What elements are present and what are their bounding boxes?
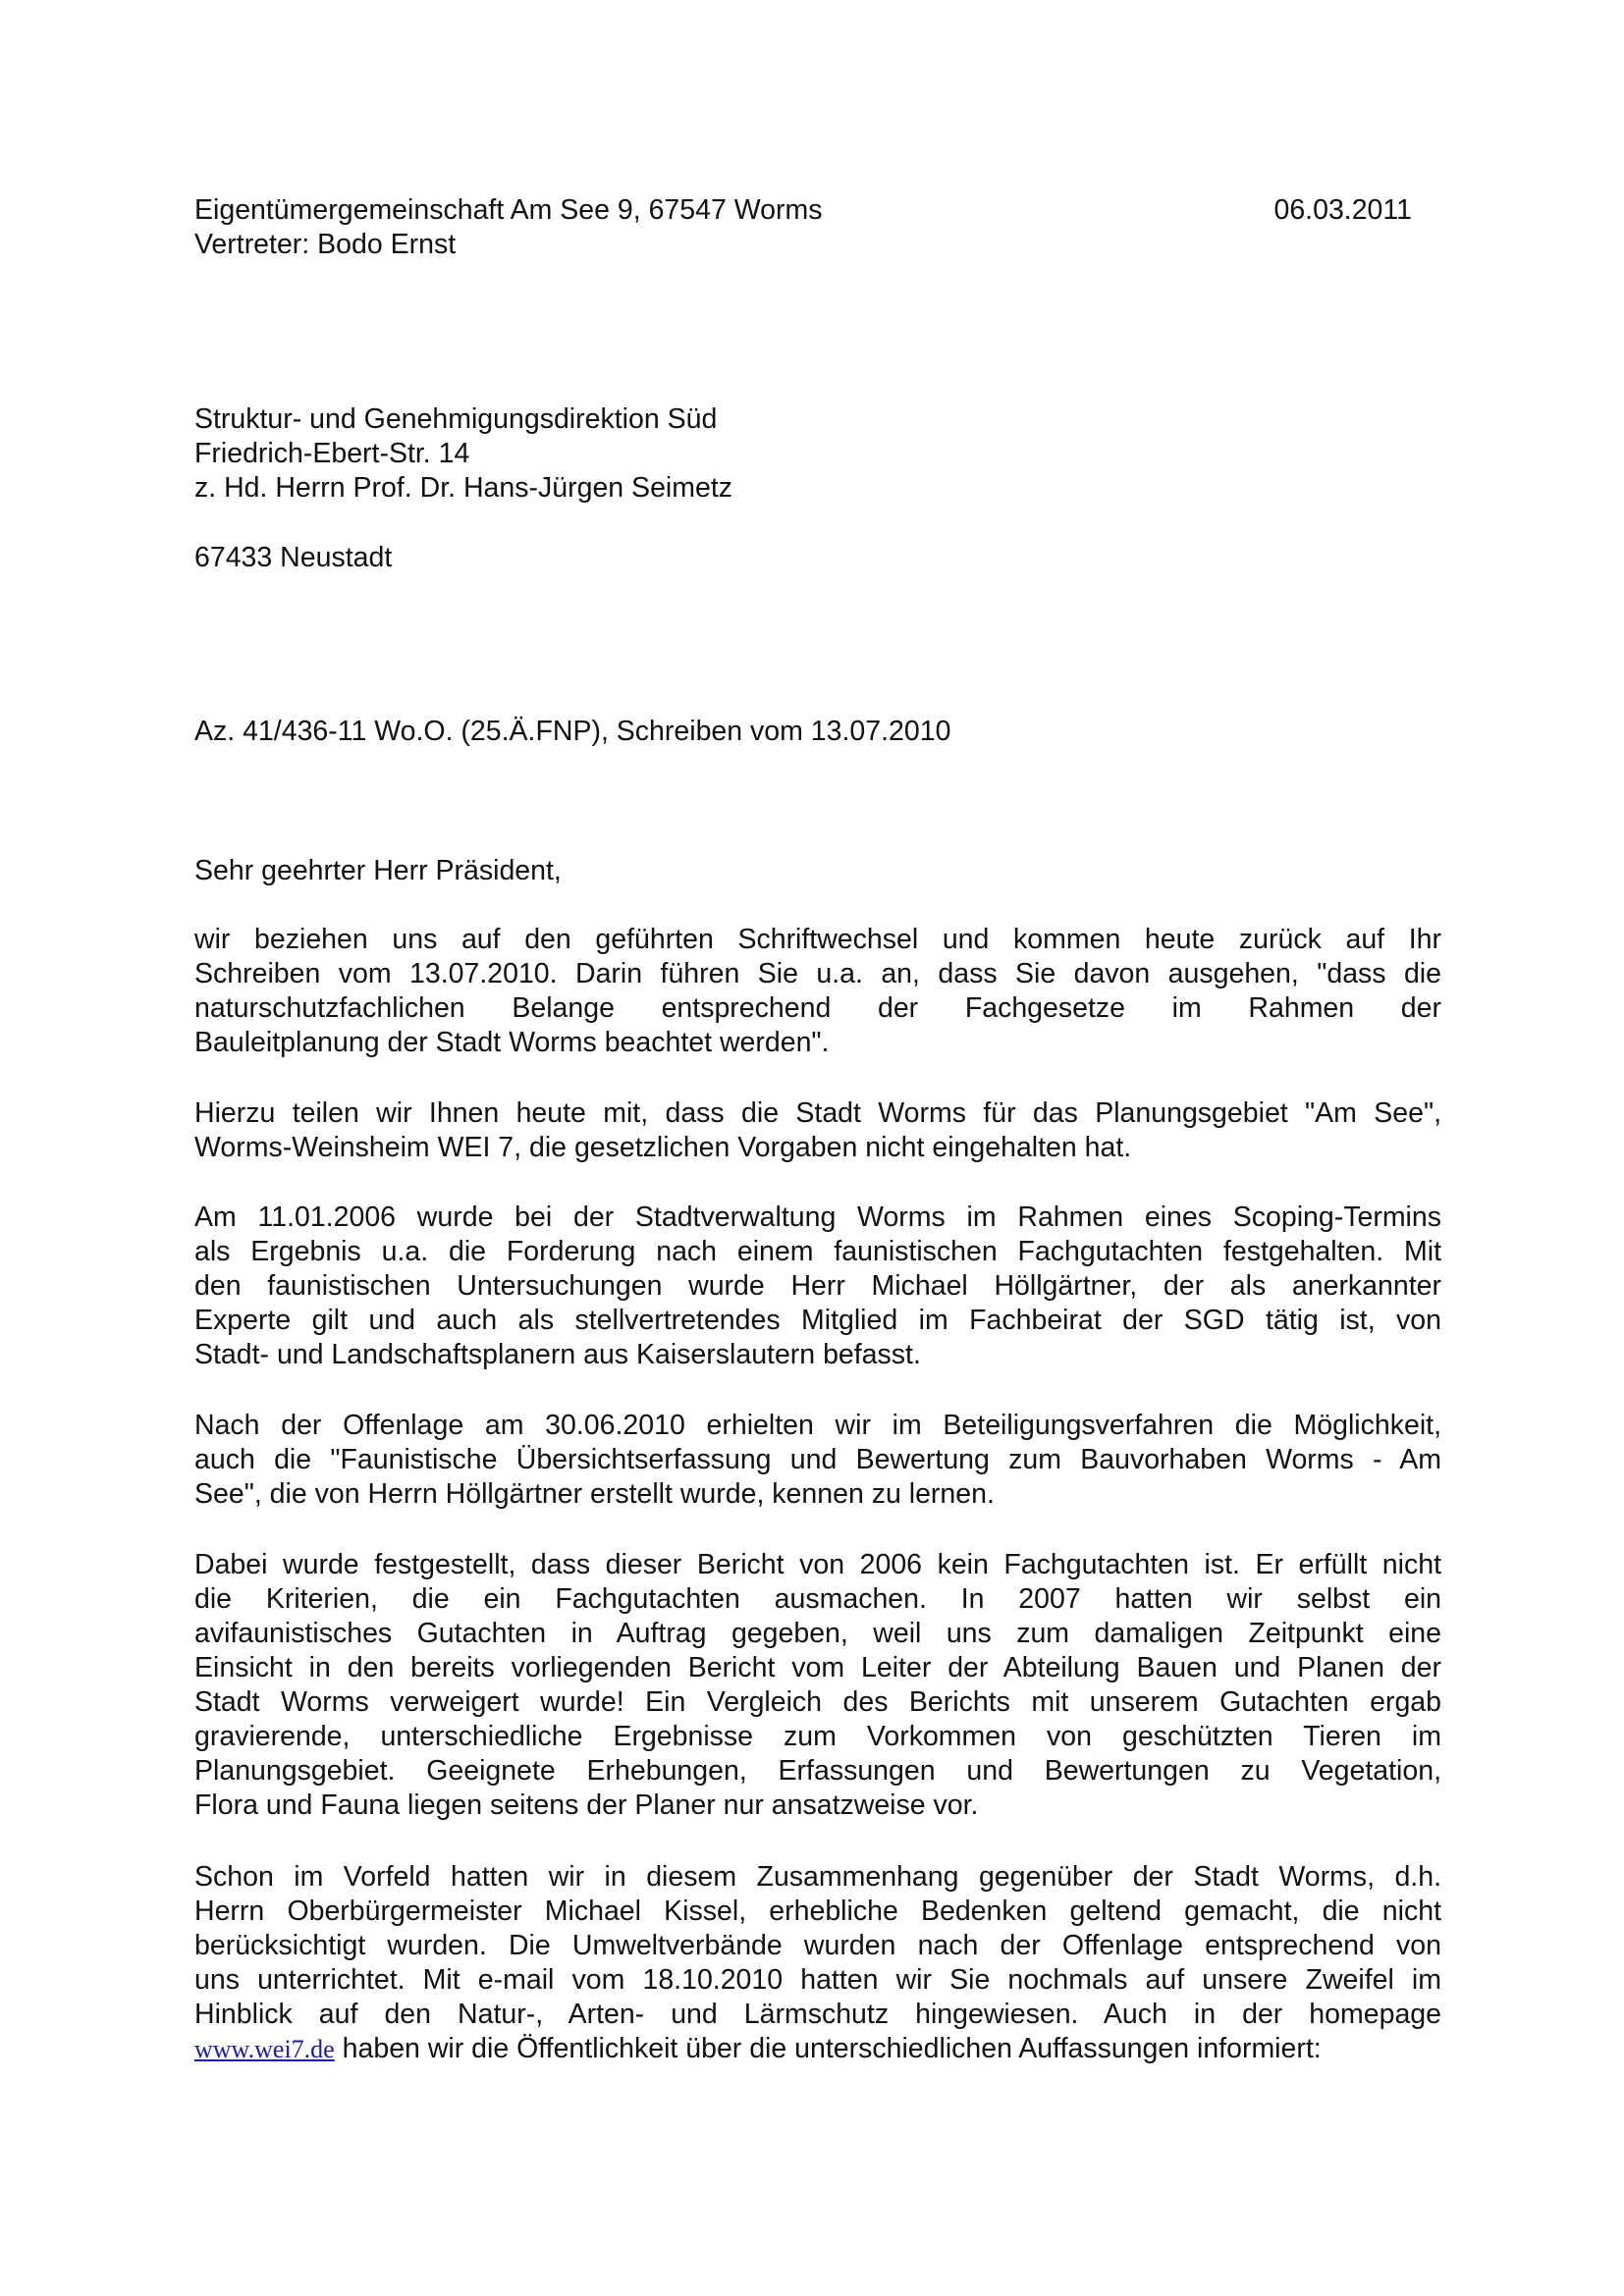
paragraph-line: uns unterrichtet. Mit e-mail vom 18.10.2010 hatten wir Sie nochmals auf unsere Zweifel im — [194, 1964, 1441, 1996]
paragraph-line-with-link — [194, 2032, 1441, 2066]
paragraph-1 — [194, 923, 1441, 1060]
paragraph-line: Herrn Oberbürgermeister Michael Kissel, erhebliche Bedenken geltend gemacht, die nicht — [194, 1896, 1441, 1927]
letter-date: 06.03.2011 — [1273, 194, 1412, 226]
paragraph-line: Stadt- und Landschaftsplanern aus Kaiserslautern befasst. — [194, 1339, 921, 1370]
homepage-link[interactable]: www.wei7.de — [194, 2035, 335, 2063]
paragraph-line: Stadt Worms verweigert wurde! Ein Vergleich des Berichts mit unserem Gutachten ergab — [194, 1686, 1441, 1718]
paragraph-6 — [194, 1860, 1441, 2066]
paragraph-4 — [194, 1409, 1441, 1512]
recipient-line-1: Struktur- und Genehmigungsdirektion Süd — [194, 403, 718, 435]
paragraph-3 — [194, 1201, 1441, 1372]
paragraph-line: Dabei wurde festgestellt, dass dieser Bericht von 2006 kein Fachgutachten ist. Er erfüllt nicht — [194, 1549, 1441, 1580]
paragraph-line: Einsicht in den bereits vorliegenden Bericht vom Leiter der Abteilung Bauen und Planen der — [194, 1652, 1441, 1683]
paragraph-line: Am 11.01.2006 wurde bei der Stadtverwaltung Worms im Rahmen eines Scoping-Termins — [194, 1201, 1441, 1233]
paragraph-line: Worms-Weinsheim WEI 7, die gesetzlichen Vorgaben nicht eingehalten hat. — [194, 1132, 1132, 1163]
sender-line-1: Eigentümergemeinschaft Am See 9, 67547 Worms — [194, 194, 823, 226]
paragraph-line: See", die von Herrn Höllgärtner erstellt wurde, kennen zu lernen. — [194, 1478, 995, 1510]
recipient-line-2: Friedrich-Ebert-Str. 14 — [194, 438, 470, 469]
paragraph-line: naturschutzfachlichen Belange entsprechend der Fachgesetze im Rahmen der — [194, 992, 1441, 1024]
sender-line-2: Vertreter: Bodo Ernst — [194, 229, 457, 260]
paragraph-line: berücksichtigt wurden. Die Umweltverbände wurden nach der Offenlage entsprechend von — [194, 1930, 1441, 1961]
paragraph-line: Experte gilt und auch als stellvertretendes Mitglied im Fachbeirat der SGD tätig ist, von — [194, 1305, 1441, 1336]
reference-line: Az. 41/436-11 Wo.O. (25.Ä.FNP), Schreiben vom 13.07.2010 — [194, 716, 951, 747]
paragraph-line: Planungsgebiet. Geeignete Erhebungen, Erfassungen und Bewertungen zu Vegetation, — [194, 1755, 1441, 1787]
paragraph-line: als Ergebnis u.a. die Forderung nach einem faunistischen Fachgutachten festgehalten. Mit — [194, 1236, 1441, 1267]
paragraph-line: Schon im Vorfeld hatten wir in diesem Zusammenhang gegenüber der Stadt Worms, d.h. — [194, 1861, 1441, 1893]
paragraph-line: gravierende, unterschiedliche Ergebnisse zum Vorkommen von geschützten Tieren im — [194, 1721, 1441, 1752]
paragraph-line-tail: haben wir die Öffentlichkeit über die unterschiedlichen Auffassungen informiert: — [334, 2033, 1322, 2064]
paragraph-line: Bauleitplanung der Stadt Worms beachtet werden". — [194, 1027, 830, 1058]
recipient-line-3: z. Hd. Herrn Prof. Dr. Hans-Jürgen Seimetz — [194, 472, 733, 504]
salutation: Sehr geehrter Herr Präsident, — [194, 855, 562, 886]
paragraph-line: avifaunistisches Gutachten in Auftrag gegeben, weil uns zum damaligen Zeitpunkt eine — [194, 1618, 1441, 1649]
recipient-city: 67433 Neustadt — [194, 542, 393, 573]
paragraph-line: Hierzu teilen wir Ihnen heute mit, dass die Stadt Worms für das Planungsgebiet "Am See", — [194, 1097, 1441, 1129]
paragraph-line: auch die "Faunistische Übersichtserfassung und Bewertung zum Bauvorhaben Worms - Am — [194, 1444, 1441, 1475]
paragraph-line: den faunistischen Untersuchungen wurde Herr Michael Höllgärtner, der als anerkannter — [194, 1270, 1441, 1302]
paragraph-line: Flora und Fauna liegen seitens der Planer nur ansatzweise vor. — [194, 1789, 979, 1821]
paragraph-5 — [194, 1548, 1441, 1823]
paragraph-line: wir beziehen uns auf den geführten Schriftwechsel und kommen heute zurück auf Ihr — [194, 924, 1441, 955]
paragraph-line: Schreiben vom 13.07.2010. Darin führen Sie u.a. an, dass Sie davon ausgehen, "dass die — [194, 958, 1441, 989]
paragraph-line: die Kriterien, die ein Fachgutachten ausmachen. In 2007 hatten wir selbst ein — [194, 1583, 1441, 1615]
paragraph-2 — [194, 1096, 1441, 1165]
paragraph-line: Hinblick auf den Natur-, Arten- und Lärmschutz hingewiesen. Auch in der homepage — [194, 1999, 1441, 2030]
paragraph-line: Nach der Offenlage am 30.06.2010 erhielten wir im Beteiligungsverfahren die Möglichkeit, — [194, 1410, 1441, 1441]
